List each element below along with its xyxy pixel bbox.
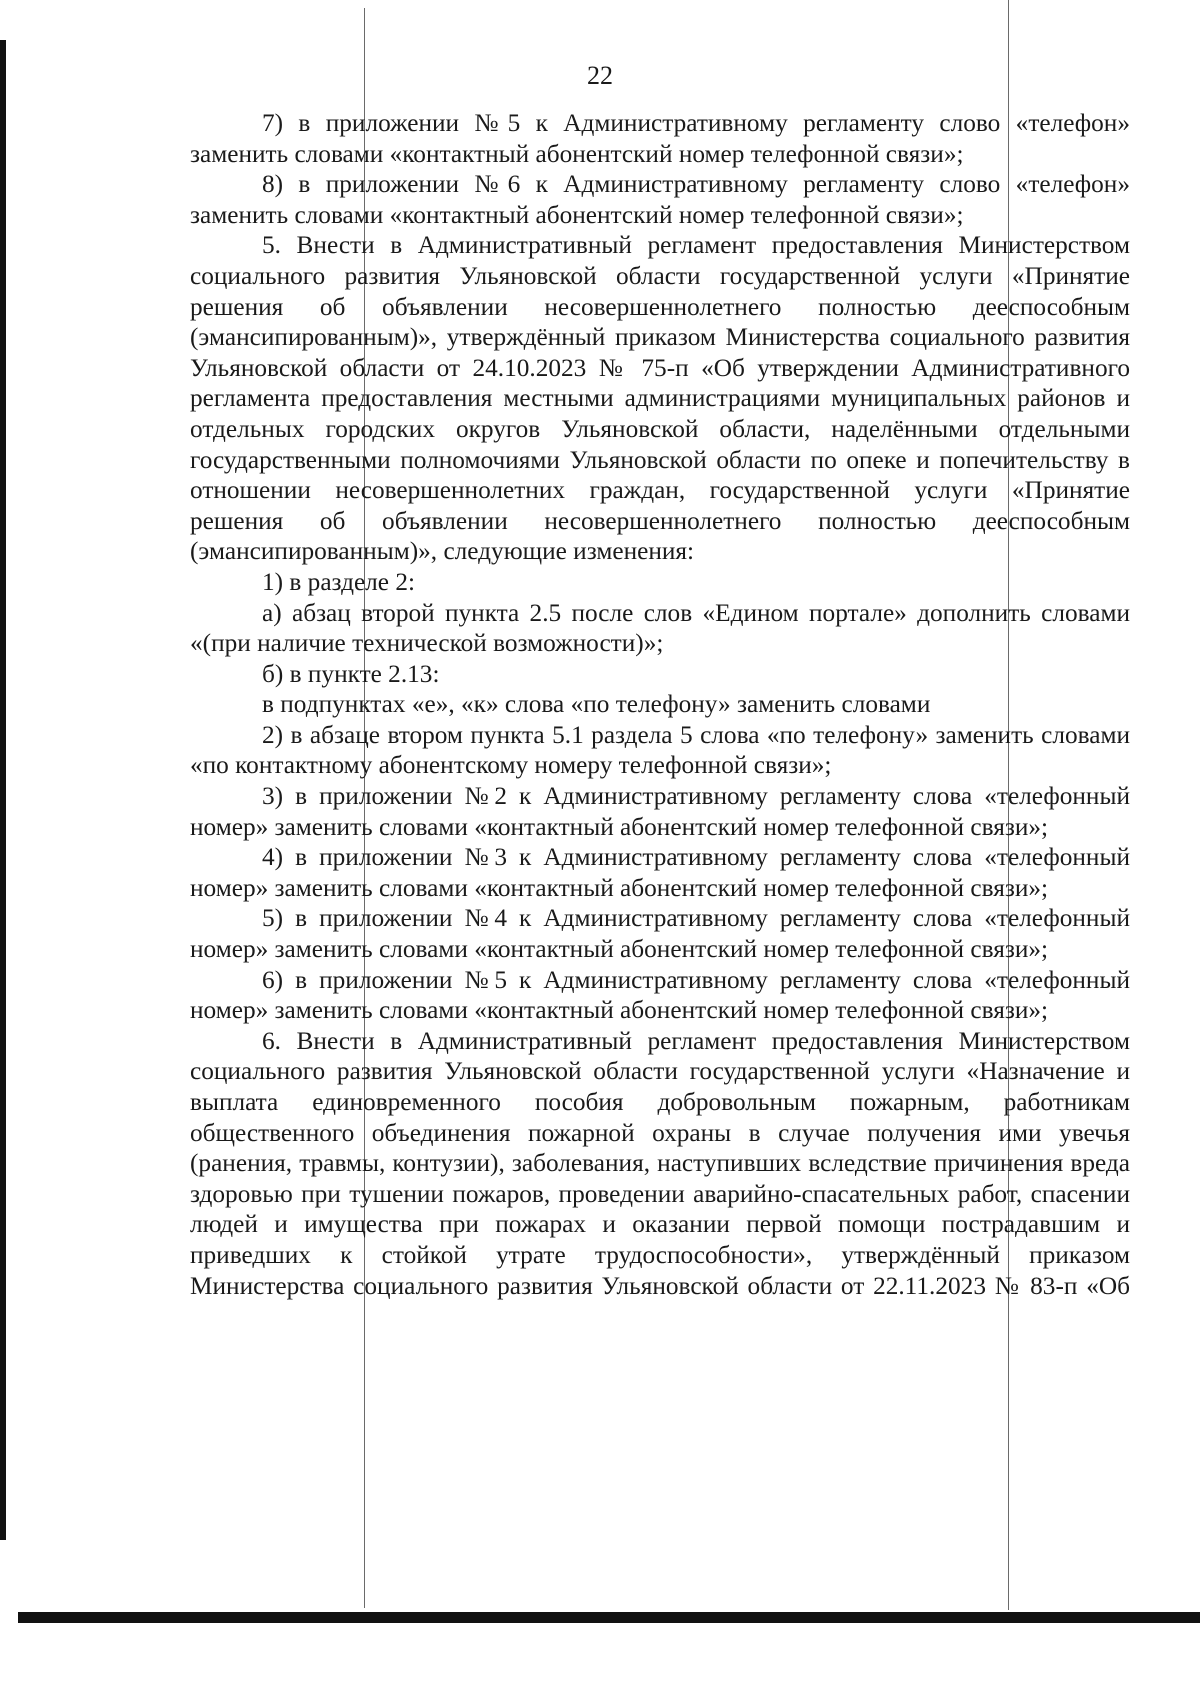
paragraph-item-4: 4) в приложении №3 к Административному регламенту слова «телефонный номер» заменить словами «контактный абонентский номер телефонной связи»; xyxy=(190,843,1130,902)
paragraph-item-6: 6) в приложении №5 к Административному регламенту слова «телефонный номер» заменить словами «контактный абонентский номер телефонной связи»; xyxy=(190,965,1130,1025)
paragraph-section-5: 5. Внести в Административный регламент предоставления Министерством социального развития Ульяновской области государственной услуги «Принятие решения об объявлении несовершеннолетнего полностью дееспособным (эмансипированным)», утверждённый приказом Министерства социального развития Ульяновской области от 24.10.2023 № 75-п «Об утверждении Административного регламента предоставления местными администрациями муниципальных районов и отдельных городских округов Ульяновской области, наделёнными отдельными государственными полномочиями Ульяновской области по опеке и попечительству в отношении несовершеннолетних граждан, государственной услуги «Принятие решения об объявлении несовершеннолетнего полностью дееспособным (эмансипированным)», следующие изменения: xyxy=(190,231,1130,566)
page-number: 22 xyxy=(587,61,613,90)
document-body xyxy=(190,108,1130,1301)
paragraph-subitems: в подпунктах «е», «к» слова «по телефону» заменить словами xyxy=(262,690,931,719)
scan-edge-left xyxy=(0,40,6,1540)
paragraph-amendment-7: 7) в приложении №5 к Административному регламенту слово «телефон» заменить словами «контактный абонентский номер телефонной связи»; xyxy=(190,109,1130,168)
paragraph-item-b: б) в пункте 2.13: xyxy=(262,659,440,688)
paragraph-item-a: а) абзац второй пункта 2.5 после слов «Едином портале» дополнить словами «(при наличие технической возможности)»; xyxy=(190,598,1130,658)
paragraph-item-5: 5) в приложении №4 к Административному регламенту слова «телефонный номер» заменить словами «контактный абонентский номер телефонной связи»; xyxy=(190,904,1130,964)
paragraph-section-6: 6. Внести в Административный регламент предоставления Министерством социального развития Ульяновской области государственной услуги «Назначение и выплата единовременного пособия добровольным пожарным, работникам общественного объединения пожарной охраны в случае получения ими увечья (ранения, травмы, контузии), заболевания, наступивших вследствие причинения вреда здоровью при тушении пожаров, проведении аварийно-спасательных работ, спасении людей и имущества при пожарах и оказании первой помощи пострадавшим и приведших к стойкой утрате трудоспособности», утверждённый приказом Министерства социального развития Ульяновской области от 22.11.2023 № 83-п «Об xyxy=(190,1026,1130,1300)
paragraph-item-2: 2) в абзаце втором пункта 5.1 раздела 5 слова «по телефону» заменить словами «по контактному абонентскому номеру телефонной связи»; xyxy=(190,720,1130,780)
paragraph-item-3: 3) в приложении №2 к Административному регламенту слова «телефонный номер» заменить словами «контактный абонентский номер телефонной связи»; xyxy=(190,782,1130,841)
scan-edge-bottom xyxy=(18,1612,1200,1623)
paragraph-item-1: 1) в разделе 2: xyxy=(262,567,416,596)
paragraph-amendment-8: 8) в приложении №6 к Административному регламенту слово «телефон» заменить словами «контактный абонентский номер телефонной связи»; xyxy=(190,170,1130,229)
